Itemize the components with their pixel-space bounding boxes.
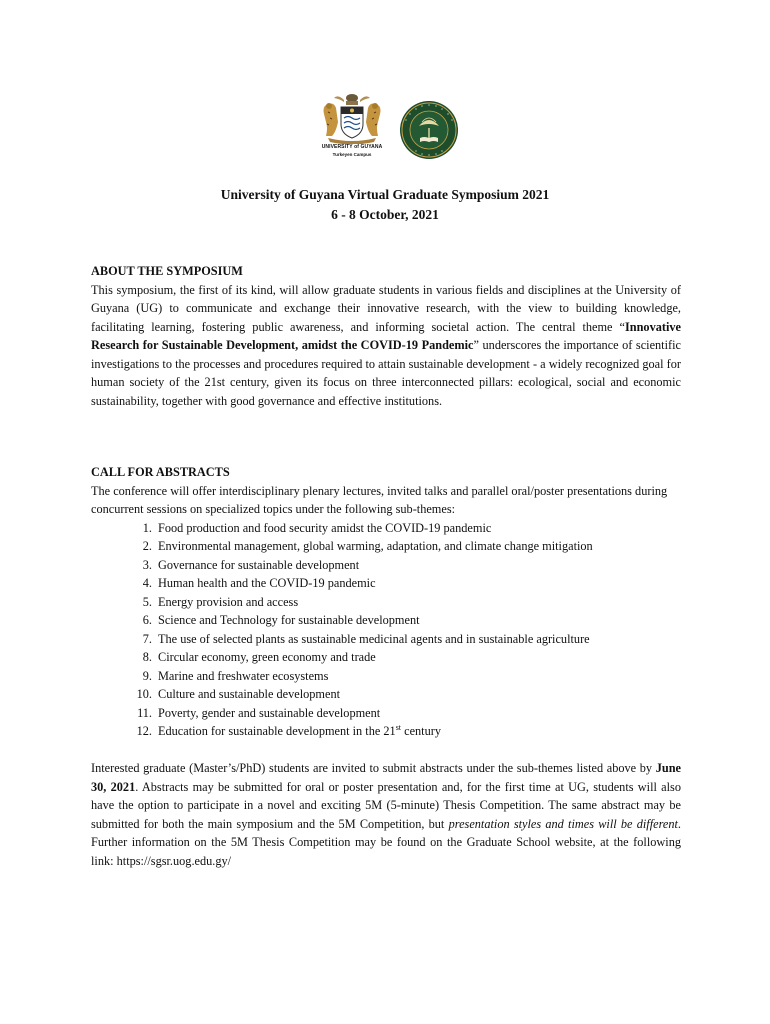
deadline: June 30, 2021 [91, 761, 681, 794]
sub-themes-list [91, 519, 681, 741]
university-name: UNIVERSITY of GUYANA [321, 144, 383, 150]
call-section [91, 463, 681, 741]
call-intro: The conference will offer interdisciplinary plenary lectures, invited talks and parallel oral/poster presentations during concurrent sessions on specialized topics under the following sub-themes: [91, 483, 668, 516]
submission-paragraph: Interested graduate (Master’s/PhD) students are invited to submit abstracts under the sub-themes listed above by June 30, 2021. Abstracts may be submitted for oral or poster presentation and, for the first time at UG, students will also have the option to participate in a novel and exciting 5M (5-minute) Thesis Competition. The same abstract may be submitted for both the main symposium and the 5M Competition, but presentation styles and times will be different. Further information on the 5M Thesis Competition may be found on the Graduate School website, at the following link: https://sgsr.uog.edu.gy/ [91, 761, 681, 868]
list-item: 6. Science and Technology for sustainable development [142, 613, 420, 627]
graduate-school-seal-icon [399, 100, 459, 160]
central-theme: Innovative Research for Sustainable Development, amidst the COVID-19 Pandemic [91, 319, 681, 352]
event-dates: 6 - 8 October, 2021 [331, 207, 439, 222]
list-item: 9. Marine and freshwater ecosystems [142, 668, 329, 683]
about-text-after: underscores the importance of scientific investigations to the processes and procedures required to attain sustainable development - a widely recognized goal for human society of the 21st century, given its focus on three interconnected pillars: ecological, social and economic sustainability, together with good governance and effective institutions. [91, 338, 681, 408]
about-heading: ABOUT THE SYMPOSIUM [91, 264, 243, 278]
graduate-school-link[interactable]: https://sgsr.uog.edu.gy/ [116, 853, 232, 868]
about-text-before: This symposium, the first of its kind, will allow graduate students in various fields and disciplines at the University of Guyana (UG) to communicate and exchange their innovative research, with the view to building knowledge, facilitating learning, fostering public awareness, and informing societal action. The central theme [91, 282, 681, 334]
list-item: 7. The use of selected plants as sustainable medicinal agents and in sustainable agriculture [142, 631, 590, 646]
presentation-note: presentation styles and times will be different [448, 816, 678, 831]
list-item: 11. Poverty, gender and sustainable development [137, 705, 381, 720]
list-item: 12. Education for sustainable development in the 21st century [136, 722, 441, 738]
call-heading: CALL FOR ABSTRACTS [91, 465, 230, 479]
theme-close-quote: ” [473, 338, 479, 352]
list-item: 3. Governance for sustainable development [142, 557, 360, 572]
list-item: 1. Food production and food security amidst the COVID-19 pandemic [142, 520, 492, 535]
campus-name: Turkeyen Campus [332, 152, 372, 157]
list-item: 4. Human health and the COVID-19 pandemic [142, 576, 376, 590]
list-item: 8. Circular economy, green economy and trade [142, 650, 376, 664]
about-paragraph [91, 281, 681, 411]
graduate-school-seal [399, 100, 459, 160]
university-logo [314, 92, 390, 168]
theme-open-quote: “ [619, 319, 625, 334]
page-title: University of Guyana Virtual Graduate Symposium 2021 [220, 187, 550, 202]
list-item: 10. Culture and sustainable development [136, 687, 341, 701]
coat-of-arms-icon [314, 92, 390, 144]
list-item: 5. Energy provision and access [142, 594, 299, 609]
about-section [91, 262, 681, 410]
list-item: 2. Environmental management, global warming, adaptation, and climate change mitigation [142, 539, 593, 553]
header-logos [0, 92, 770, 172]
